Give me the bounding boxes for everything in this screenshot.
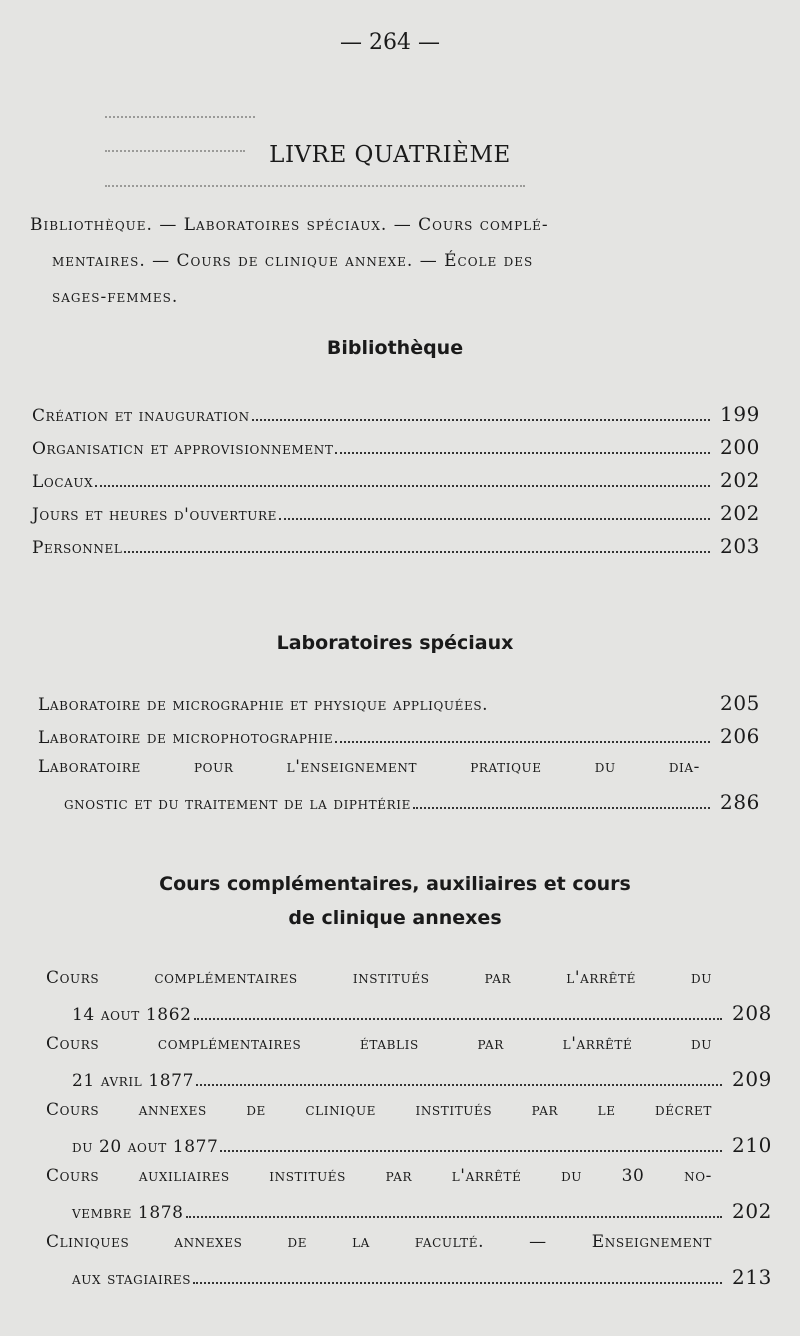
toc-label: Locaux — [32, 472, 94, 492]
toc-list — [46, 968, 772, 1298]
toc-label: Cours auxiliaires institués par l'arrêté du 30 no- — [46, 1166, 712, 1186]
toc-entry[interactable] — [46, 1199, 772, 1232]
toc-label: 21 avril 1877 — [72, 1071, 194, 1091]
toc-entry[interactable] — [32, 435, 760, 468]
toc-label: Cliniques annexes de la faculté. — Enseignement — [46, 1232, 712, 1252]
toc-page: 202 — [732, 1199, 772, 1223]
section-title: Cours complémentaires, auxiliaires et cours — [159, 873, 631, 895]
toc-entry-first-line[interactable] — [38, 757, 760, 790]
toc-entry[interactable] — [32, 534, 760, 567]
toc-page: 200 — [720, 435, 760, 459]
summary-line: Bibliothèque. — Laboratoires spéciaux. — Cours complé- — [30, 215, 549, 235]
toc-page: 202 — [720, 468, 760, 492]
dot-leader — [413, 807, 710, 809]
dot-leader — [193, 1282, 722, 1284]
toc-label: vembre 1878 — [72, 1203, 184, 1223]
toc-label: Organisaticn et approvisionnement — [32, 439, 334, 459]
toc-label: Cours complémentaires établis par l'arrêté du — [46, 1034, 712, 1054]
toc-label: Jours et heures d'ouverture — [32, 505, 277, 525]
section-title: Bibliothèque — [326, 337, 464, 359]
dot-leader — [252, 419, 710, 421]
toc-label: gnostic et du traitement de la diphtérie — [64, 794, 411, 814]
toc-entry[interactable] — [32, 468, 760, 501]
toc-page: 208 — [732, 1001, 772, 1025]
dot-leader — [196, 1084, 722, 1086]
toc-entry-first-line[interactable] — [46, 1232, 772, 1265]
toc-page: 203 — [720, 534, 760, 558]
toc-entry-first-line[interactable] — [46, 1100, 772, 1133]
toc-entry-first-line[interactable] — [46, 1034, 772, 1067]
dot-leader — [335, 452, 710, 454]
summary-line: mentaires. — Cours de clinique annexe. — École des — [52, 251, 534, 271]
toc-page: 202 — [720, 501, 760, 525]
toc-entry[interactable] — [46, 1133, 772, 1166]
toc-page: 213 — [732, 1265, 772, 1289]
toc-label: Cours complémentaires institués par l'arrêté du — [46, 968, 712, 988]
toc-label: 14 aout 1862 — [72, 1005, 192, 1025]
dot-leader — [194, 1018, 722, 1020]
toc-entry[interactable] — [32, 501, 760, 534]
dot-leader — [186, 1216, 722, 1218]
page-number: — 264 — — [340, 30, 440, 55]
dot-leader — [220, 1150, 722, 1152]
section-title: de clinique annexes — [288, 907, 502, 929]
section-title: Laboratoires spéciaux — [276, 632, 514, 654]
toc-label: Laboratoire pour l'enseignement pratique du dia- — [38, 757, 700, 777]
dot-leader — [279, 518, 710, 520]
dot-leader — [335, 741, 710, 743]
toc-page: 210 — [732, 1133, 772, 1157]
toc-entry[interactable] — [38, 724, 760, 757]
livre-summary — [30, 207, 760, 315]
toc-list — [38, 691, 760, 823]
toc-label: Personnel — [32, 538, 123, 558]
toc-page: 286 — [720, 790, 760, 814]
toc-entry[interactable] — [46, 1265, 772, 1298]
toc-label: Laboratoire de microphotographie — [38, 728, 334, 748]
toc-entry[interactable] — [38, 790, 760, 823]
toc-entry-first-line[interactable] — [46, 968, 772, 1001]
toc-label: du 20 aout 1877 — [72, 1137, 219, 1157]
toc-entry[interactable] — [46, 1067, 772, 1100]
toc-list — [32, 402, 760, 567]
toc-page: 199 — [720, 402, 760, 426]
toc-page: 205 — [720, 691, 760, 715]
toc-page: 206 — [720, 724, 760, 748]
toc-entry-first-line[interactable] — [46, 1166, 772, 1199]
toc-label: Création et inauguration — [32, 406, 250, 426]
livre-title: LIVRE QUATRIÈME — [269, 142, 511, 168]
divider — [105, 185, 525, 187]
toc-label: Cours annexes de clinique institués par le décret — [46, 1100, 712, 1120]
toc-entry[interactable] — [38, 691, 760, 724]
toc-entry[interactable] — [46, 1001, 772, 1034]
divider — [105, 116, 255, 118]
summary-line: sages-femmes. — [52, 287, 179, 307]
toc-label: aux stagiaires — [72, 1269, 192, 1289]
toc-page: 209 — [732, 1067, 772, 1091]
dot-leader — [95, 485, 710, 487]
dot-leader — [124, 551, 710, 553]
toc-entry[interactable] — [32, 402, 760, 435]
toc-label: Laboratoire de micrographie et physique appliquées. — [38, 695, 489, 715]
